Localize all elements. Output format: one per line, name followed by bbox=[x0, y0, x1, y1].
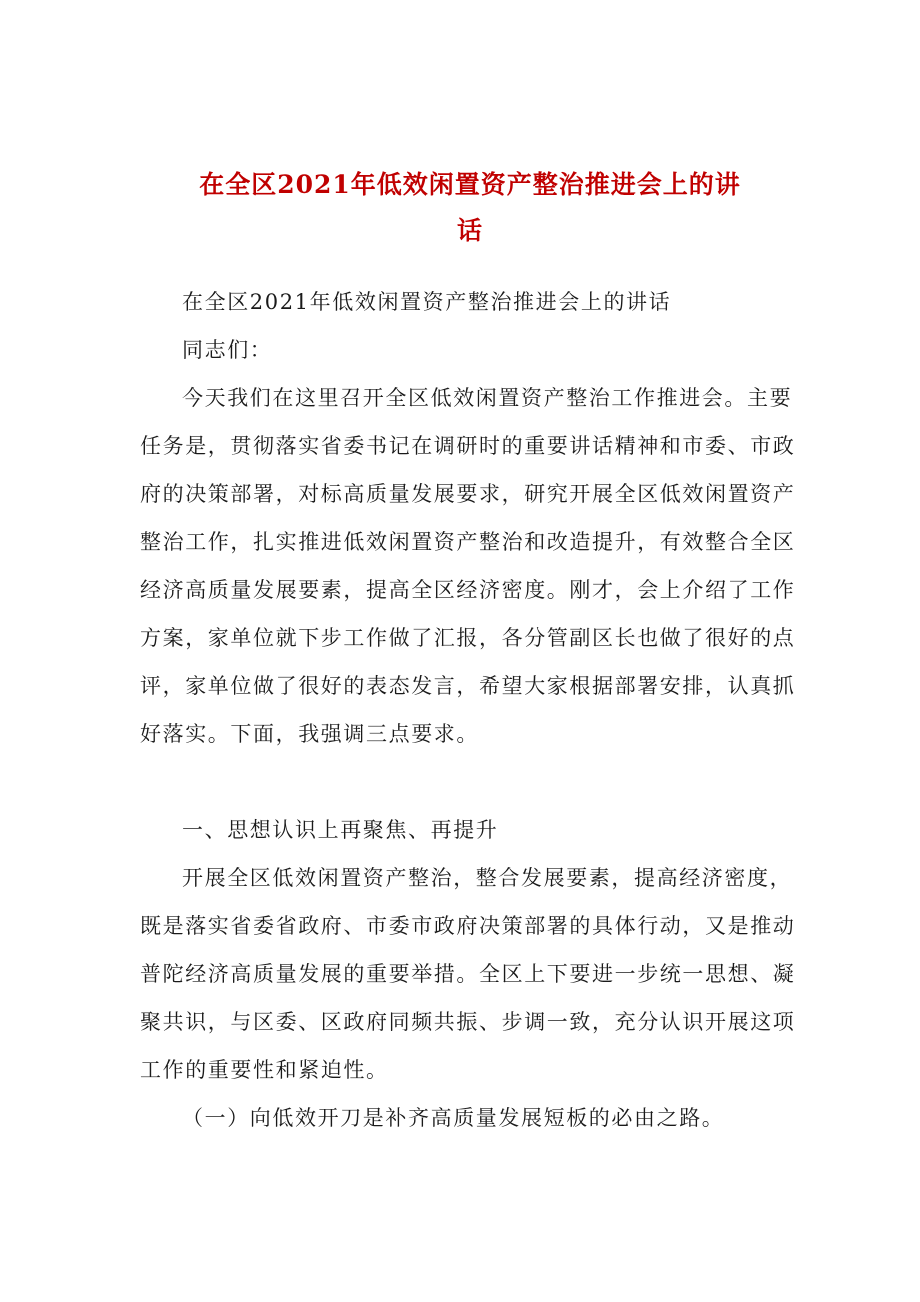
section-heading-1: 一、思想认识上再聚焦、再提升 bbox=[182, 818, 499, 842]
subtitle-paragraph: 在全区2021年低效闲置资产整治推进会上的讲话 bbox=[182, 290, 672, 314]
title-line-1: 在全区2021年低效闲置资产整治推进会上的讲 bbox=[199, 170, 741, 199]
subsection-heading-1: （一）向低效开刀是补齐高质量发展短板的必由之路。 bbox=[182, 1106, 725, 1130]
salutation: 同志们： bbox=[182, 338, 273, 362]
document-title bbox=[140, 162, 800, 254]
title-line-2: 话 bbox=[456, 216, 483, 245]
section-1-paragraph: 开展全区低效闲置资产整治，整合发展要素，提高经济密度，既是落实省委省政府、市委市政府决策部署的具体行动，又是推动普陀经济高质量发展的重要举措。全区上下要进一步统一思想、凝聚共识，与区委、区政府同频共振、步调一致，充分认识开展这项工作的重要性和紧迫性。 bbox=[140, 866, 796, 1082]
intro-paragraph: 今天我们在这里召开全区低效闲置资产整治工作推进会。主要任务是，贯彻落实省委书记在调研时的重要讲话精神和市委、市政府的决策部署，对标高质量发展要求，研究开展全区低效闲置资产整治工作，扎实推进低效闲置资产整治和改造提升，有效整合全区经济高质量发展要素，提高全区经济密度。刚才，会上介绍了工作方案，家单位就下步工作做了汇报，各分管副区长也做了很好的点评，家单位做了很好的表态发言，希望大家根据部署安排，认真抓好落实。下面，我强调三点要求。 bbox=[140, 386, 796, 746]
document-body bbox=[140, 278, 800, 1142]
